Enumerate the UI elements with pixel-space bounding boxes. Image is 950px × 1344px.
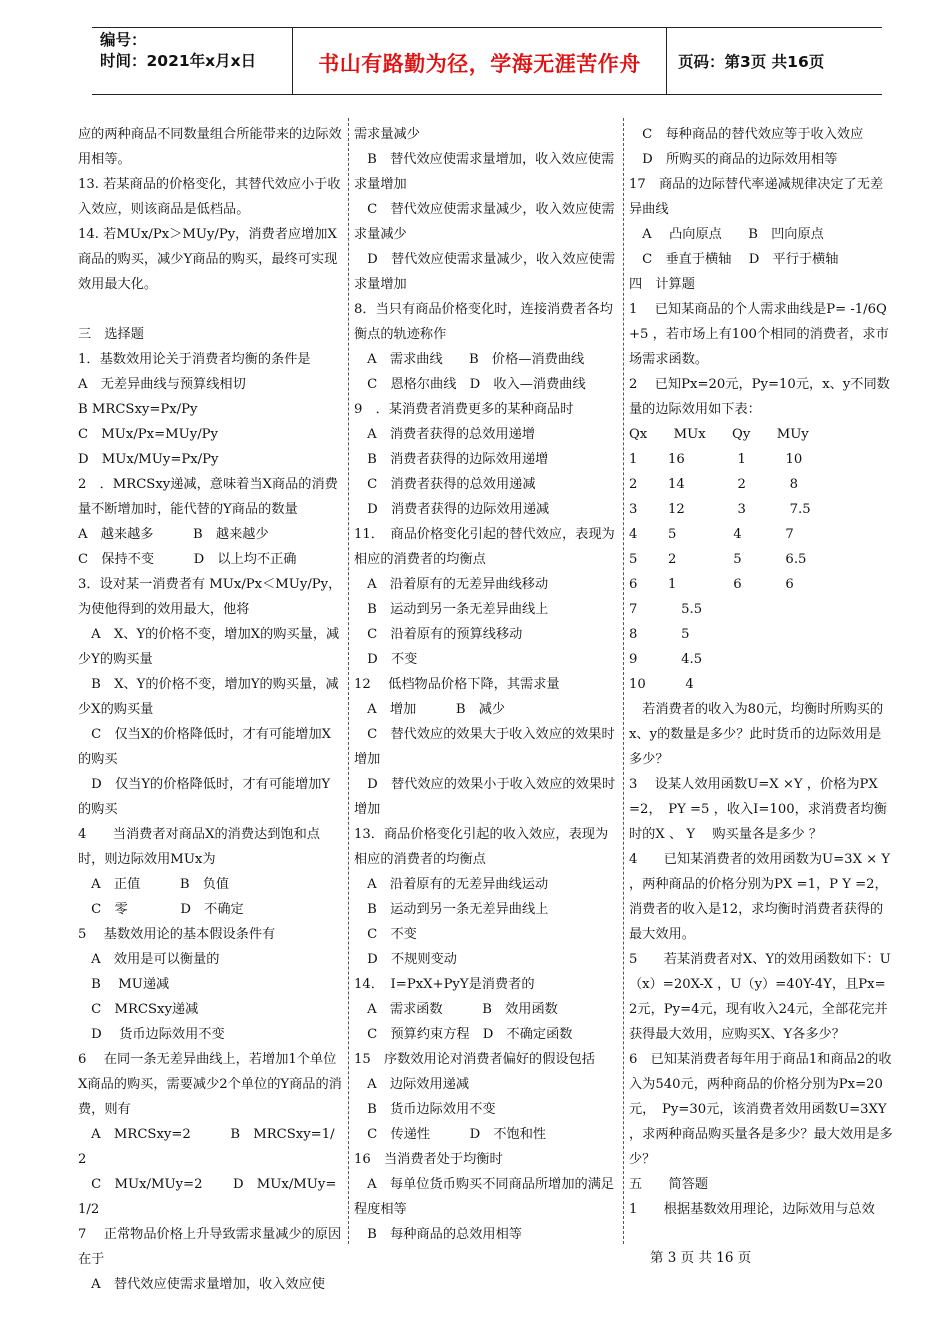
text-line: C 替代效应的效果大于收入效应的效果时增加	[354, 727, 615, 767]
text-column-left	[78, 122, 342, 1297]
text-line: 12 低档物品价格下降，其需求量	[354, 677, 560, 692]
text-line: B MRCSxy=Px/Py	[78, 402, 198, 417]
text-line: 2 ．MRCSxy递减，意味着当X商品的消费量不断增加时，能代替的Y商品的数量	[78, 477, 338, 517]
text-line: 3 12 3 7.5	[629, 502, 811, 517]
text-line: 14. 若MUx/Px＞MUy/Py，消费者应增加X商品的购买，减少Y商品的购买，最终可实现效用最大化。	[78, 227, 338, 292]
text-line: 1 根据基数效用理论，边际效用与总效	[629, 1202, 875, 1217]
text-line: C 预算约束方程 D 不确定函数	[354, 1027, 573, 1042]
text-line	[78, 297, 342, 322]
text-line: 9 ．某消费者消费更多的某种商品时	[354, 402, 574, 417]
text-line: A 增加 B 减少	[354, 702, 506, 717]
text-column-middle	[354, 122, 618, 1247]
text-line: 15 序数效用论对消费者偏好的假设包括	[354, 1052, 595, 1067]
page-header	[92, 27, 882, 95]
text-line: B 替代效应使需求量增加，收入效应使需求量增加	[354, 152, 615, 192]
text-line: C 不变	[354, 927, 417, 942]
text-line: D 仅当Y的价格降低时，才有可能增加Y的购买	[78, 777, 331, 817]
text-line: 五 简答题	[629, 1177, 709, 1192]
text-line: 3．设对某一消费者有 MUx/Px＜MUy/Py，为使他得到的效用最大，他将	[78, 577, 342, 617]
text-line: 5 2 5 6.5	[629, 552, 807, 567]
text-line: 7 5.5	[629, 602, 703, 617]
text-line: B 运动到另一条无差异曲线上	[354, 902, 549, 917]
text-line: 应的两种商品不同数量组合所能带来的边际效用相等。	[78, 127, 342, 167]
text-line: 16 当消费者处于均衡时	[354, 1152, 503, 1167]
text-line: 1 16 1 10	[629, 452, 803, 467]
text-line: C 保持不变 D 以上均不正确	[78, 552, 297, 567]
text-line: C 每种商品的替代效应等于收入效应	[629, 127, 864, 142]
page-footer: 第 3 页 共 16 页	[650, 1250, 752, 1266]
header-page-label: 页码：第3页 共16页	[678, 53, 825, 71]
text-line: D 货币边际效用不变	[78, 1027, 225, 1042]
text-line: D 替代效应的效果小于收入效应的效果时增加	[354, 777, 616, 817]
document-number-label: 编号：	[100, 31, 147, 49]
text-line: C 传递性 D 不饱和性	[354, 1127, 547, 1142]
text-line: A 凸向原点 B 凹向原点	[629, 227, 824, 242]
text-line: C 沿着原有的预算线移动	[354, 627, 523, 642]
text-line: 6 已知某消费者每年用于商品1和商品2的收入为540元，两种商品的价格分别为Px=20 元， Py=30元，该消费者效用函数U=3XY	[629, 1052, 892, 1117]
text-line: 13. 若某商品的价格变化，其替代效应小于收入效应，则该商品是低档品。	[78, 177, 341, 217]
text-line: 10 4	[629, 677, 694, 692]
text-line: A 需求函数 B 效用函数	[354, 1002, 558, 1017]
text-line: A 越来越多 B 越来越少	[78, 527, 269, 542]
text-line: 5 若某消费者对X、Y的效用函数如下：U（x）=20X-X ，U（y）=40Y-4Y，且Px=2元，Py=4元，现有收入24元，全部花完并获得最大效用，应购买X、Y各多少？	[629, 952, 891, 1042]
text-line: C 消费者获得的总效用递减	[354, 477, 536, 492]
text-line: C 垂直于横轴 D 平行于横轴	[629, 252, 839, 267]
text-line: C MUx/Px=MUy/Py	[78, 427, 218, 442]
text-line: D 消费者获得的边际效用递减	[354, 502, 550, 517]
text-line: ，求两种商品购买量各是多少？最大效用是多少？	[629, 1127, 893, 1167]
text-line: D 所购买的商品的边际效用相等	[629, 152, 838, 167]
text-line: A 边际效用递减	[354, 1077, 470, 1092]
text-line: C MUx/MUy=2 D MUx/MUy=1/2	[78, 1177, 337, 1217]
header-motto: 书山有路勤为径，学海无涯苦作舟	[318, 52, 641, 76]
text-line: 1 已知某商品的个人需求曲线是P= -1/6Q+5 ，若市场上有100个相同的消费者，求市场需求函数。	[629, 302, 889, 367]
text-line: Qx MUx Qy MUy	[629, 427, 809, 442]
text-line: A 沿着原有的无差异曲线运动	[354, 877, 549, 892]
text-line: 8 5	[629, 627, 690, 642]
text-line: A 需求曲线 B 价格—消费曲线	[354, 352, 585, 367]
text-line: A 正值 B 负值	[78, 877, 230, 892]
text-column-right	[629, 122, 904, 1222]
text-line: 9 4.5	[629, 652, 703, 667]
text-line: 4 5 4 7	[629, 527, 794, 542]
text-line: A 消费者获得的总效用递增	[354, 427, 535, 442]
text-line: D MUx/MUy=Px/Py	[78, 452, 219, 467]
text-line: 13．商品价格变化引起的收入效应，表现为相应的消费者的均衡点	[354, 827, 609, 867]
text-line: 四 计算题	[629, 277, 695, 292]
text-line: B 货币边际效用不变	[354, 1102, 496, 1117]
text-line: 8．当只有商品价格变化时，连接消费者各均衡点的轨迹称作	[354, 302, 613, 342]
header-divider	[666, 28, 667, 94]
text-line: B 每种商品的总效用相等	[354, 1227, 522, 1242]
text-line: 14． I=PxX+PyY是消费者的	[354, 977, 535, 992]
text-line: 1．基数效用论关于消费者均衡的条件是	[78, 352, 311, 367]
text-line: A 替代效应使需求量增加，收入效应使	[78, 1277, 325, 1292]
text-line: C 替代效应使需求量减少，收入效应使需求量减少	[354, 202, 615, 242]
text-line: 2 已知Px=20元，Py=10元，x、y不同数量的边际效用如下表：	[629, 377, 890, 417]
text-line: D 不规则变动	[354, 952, 457, 967]
text-line: 2 14 2 8	[629, 477, 799, 492]
header-meta	[100, 30, 256, 72]
text-line: 三 选择题	[78, 327, 144, 342]
text-line: A MRCSxy=2 B MRCSxy=1/2	[78, 1127, 335, 1167]
text-line: 6 1 6 6	[629, 577, 794, 592]
text-line: B 消费者获得的边际效用递增	[354, 452, 549, 467]
text-line: A X、Y的价格不变，增加X的购买量，减少Y的购买量	[78, 627, 340, 667]
column-divider	[348, 118, 349, 1244]
text-line: 4 当消费者对商品X的消费达到饱和点时，则边际效用MUx为	[78, 827, 320, 867]
text-line: 3 设某人效用函数U=X ×Y ，价格为PX =2， PY =5 ，收入I=100，求消费者均衡时的X 、 Y 购买量各是多少 ？	[629, 777, 887, 842]
text-line: 4 已知某消费者的效用函数为U=3X × Y ，两种商品的价格分别为PX =1，P Y =2，消费者的收入是12，求均衡时消费者获得的最大效用。	[629, 852, 904, 942]
text-line: 5 基数效用论的基本假设条件有	[78, 927, 276, 942]
text-line: A 每单位货币购买不同商品所增加的满足程度相等	[354, 1177, 615, 1217]
text-line: D 替代效应使需求量减少，收入效应使需求量增加	[354, 252, 616, 292]
text-line: C 仅当X的价格降低时，才有可能增加X的购买	[78, 727, 332, 767]
text-line: 7 正常物品价格上升导致需求量减少的原因在于	[78, 1227, 342, 1267]
text-line: C 恩格尔曲线 D 收入—消费曲线	[354, 377, 586, 392]
text-line: D 不变	[354, 652, 418, 667]
column-divider	[623, 118, 624, 1244]
text-line: 11． 商品价格变化引起的替代效应，表现为相应的消费者的均衡点	[354, 527, 615, 567]
text-line: C 零 D 不确定	[78, 902, 244, 917]
text-line: A 沿着原有的无差异曲线移动	[354, 577, 549, 592]
text-line: B X、Y的价格不变，增加Y的购买量，减少X的购买量	[78, 677, 339, 717]
text-line: B 运动到另一条无差异曲线上	[354, 602, 549, 617]
document-time-label: 时间：2021年x月x日	[100, 52, 257, 70]
text-line: A 无差异曲线与预算线相切	[78, 377, 246, 392]
text-line: 若消费者的收入为80元，均衡时所购买的x、y的数量是多少？此时货币的边际效用是多少？	[629, 702, 884, 767]
text-line: C MRCSxy递减	[78, 1002, 199, 1017]
text-line: 6 在同一条无差异曲线上，若增加1个单位X商品的购买，需要减少2个单位的Y商品的消费，则有	[78, 1052, 342, 1117]
text-line: B MU递减	[78, 977, 170, 992]
text-line: 需求量减少	[354, 127, 420, 142]
text-line: A 效用是可以衡量的	[78, 952, 220, 967]
text-line: 17 商品的边际替代率递减规律决定了无差异曲线	[629, 177, 884, 217]
